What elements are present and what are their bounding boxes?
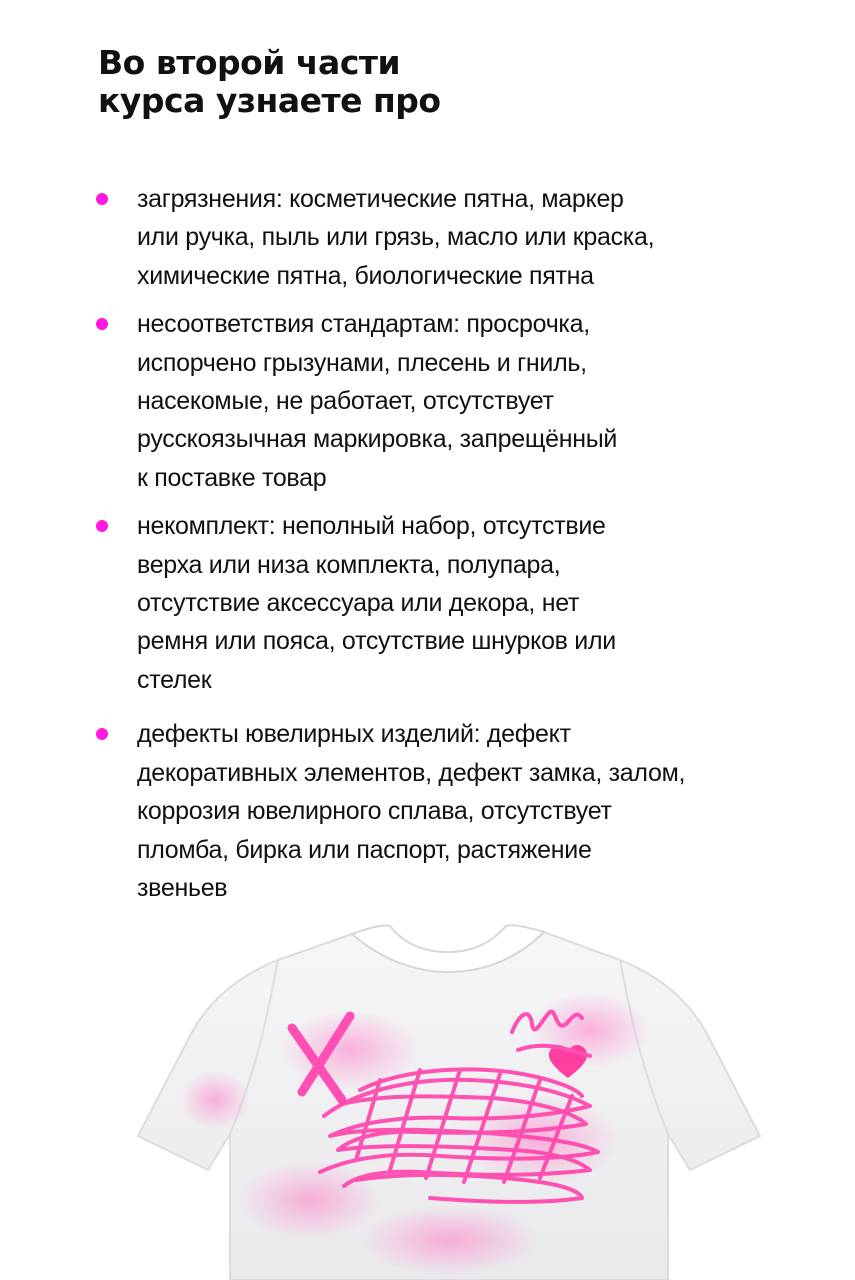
- list-item-line: пломба, бирка или паспорт, растяжение: [137, 835, 592, 864]
- list-item-line: к поставке товар: [137, 463, 327, 492]
- bullet-dot-icon: [96, 318, 108, 330]
- list-item-line: верха или низа комплекта, полупара,: [137, 550, 561, 579]
- list-item-line: некомплект: неполный набор, отсутствие: [137, 512, 606, 541]
- bullet-dot-icon: [96, 520, 108, 532]
- list-item-contamination: [96, 180, 786, 295]
- list-item-line: коррозия ювелирного сплава, отсутствует: [137, 797, 612, 826]
- topics-list: [96, 180, 786, 907]
- heading-line-2: курса узнаете про: [98, 81, 441, 120]
- bullet-dot-icon: [96, 193, 108, 205]
- list-item-line: дефекты ювелирных изделий: дефект: [137, 720, 571, 749]
- stained-tshirt-illustration: [120, 920, 780, 1280]
- list-item-line: загрязнения: косметические пятна, маркер: [137, 185, 624, 213]
- list-item-line: испорчено грызунами, плесень и гниль,: [137, 348, 587, 377]
- list-item-line: русскоязычная маркировка, запрещённый: [137, 425, 618, 454]
- bullet-dot-icon: [96, 728, 108, 740]
- list-item-jewelry-defects: [96, 715, 786, 907]
- list-item-non-compliance: [96, 305, 786, 497]
- list-item-line: ремня или пояса, отсутствие шнурков или: [137, 627, 616, 656]
- list-item-line: насекомые, не работает, отсутствует: [137, 387, 554, 416]
- list-item-incomplete-set: [96, 507, 786, 699]
- list-item-line: стелек: [137, 665, 212, 694]
- list-item-line: декоративных элементов, дефект замка, залом,: [137, 758, 686, 787]
- page-heading: [98, 44, 738, 120]
- list-item-line: химические пятна, биологические пятна: [137, 261, 594, 290]
- heading-line-1: Во второй части: [98, 43, 401, 82]
- list-item-line: звеньев: [137, 873, 228, 902]
- list-item-line: несоответствия стандартам: просрочка,: [137, 310, 590, 339]
- list-item-line: отсутствие аксессуара или декора, нет: [137, 589, 580, 618]
- list-item-line: или ручка, пыль или грязь, масло или краска,: [137, 223, 655, 252]
